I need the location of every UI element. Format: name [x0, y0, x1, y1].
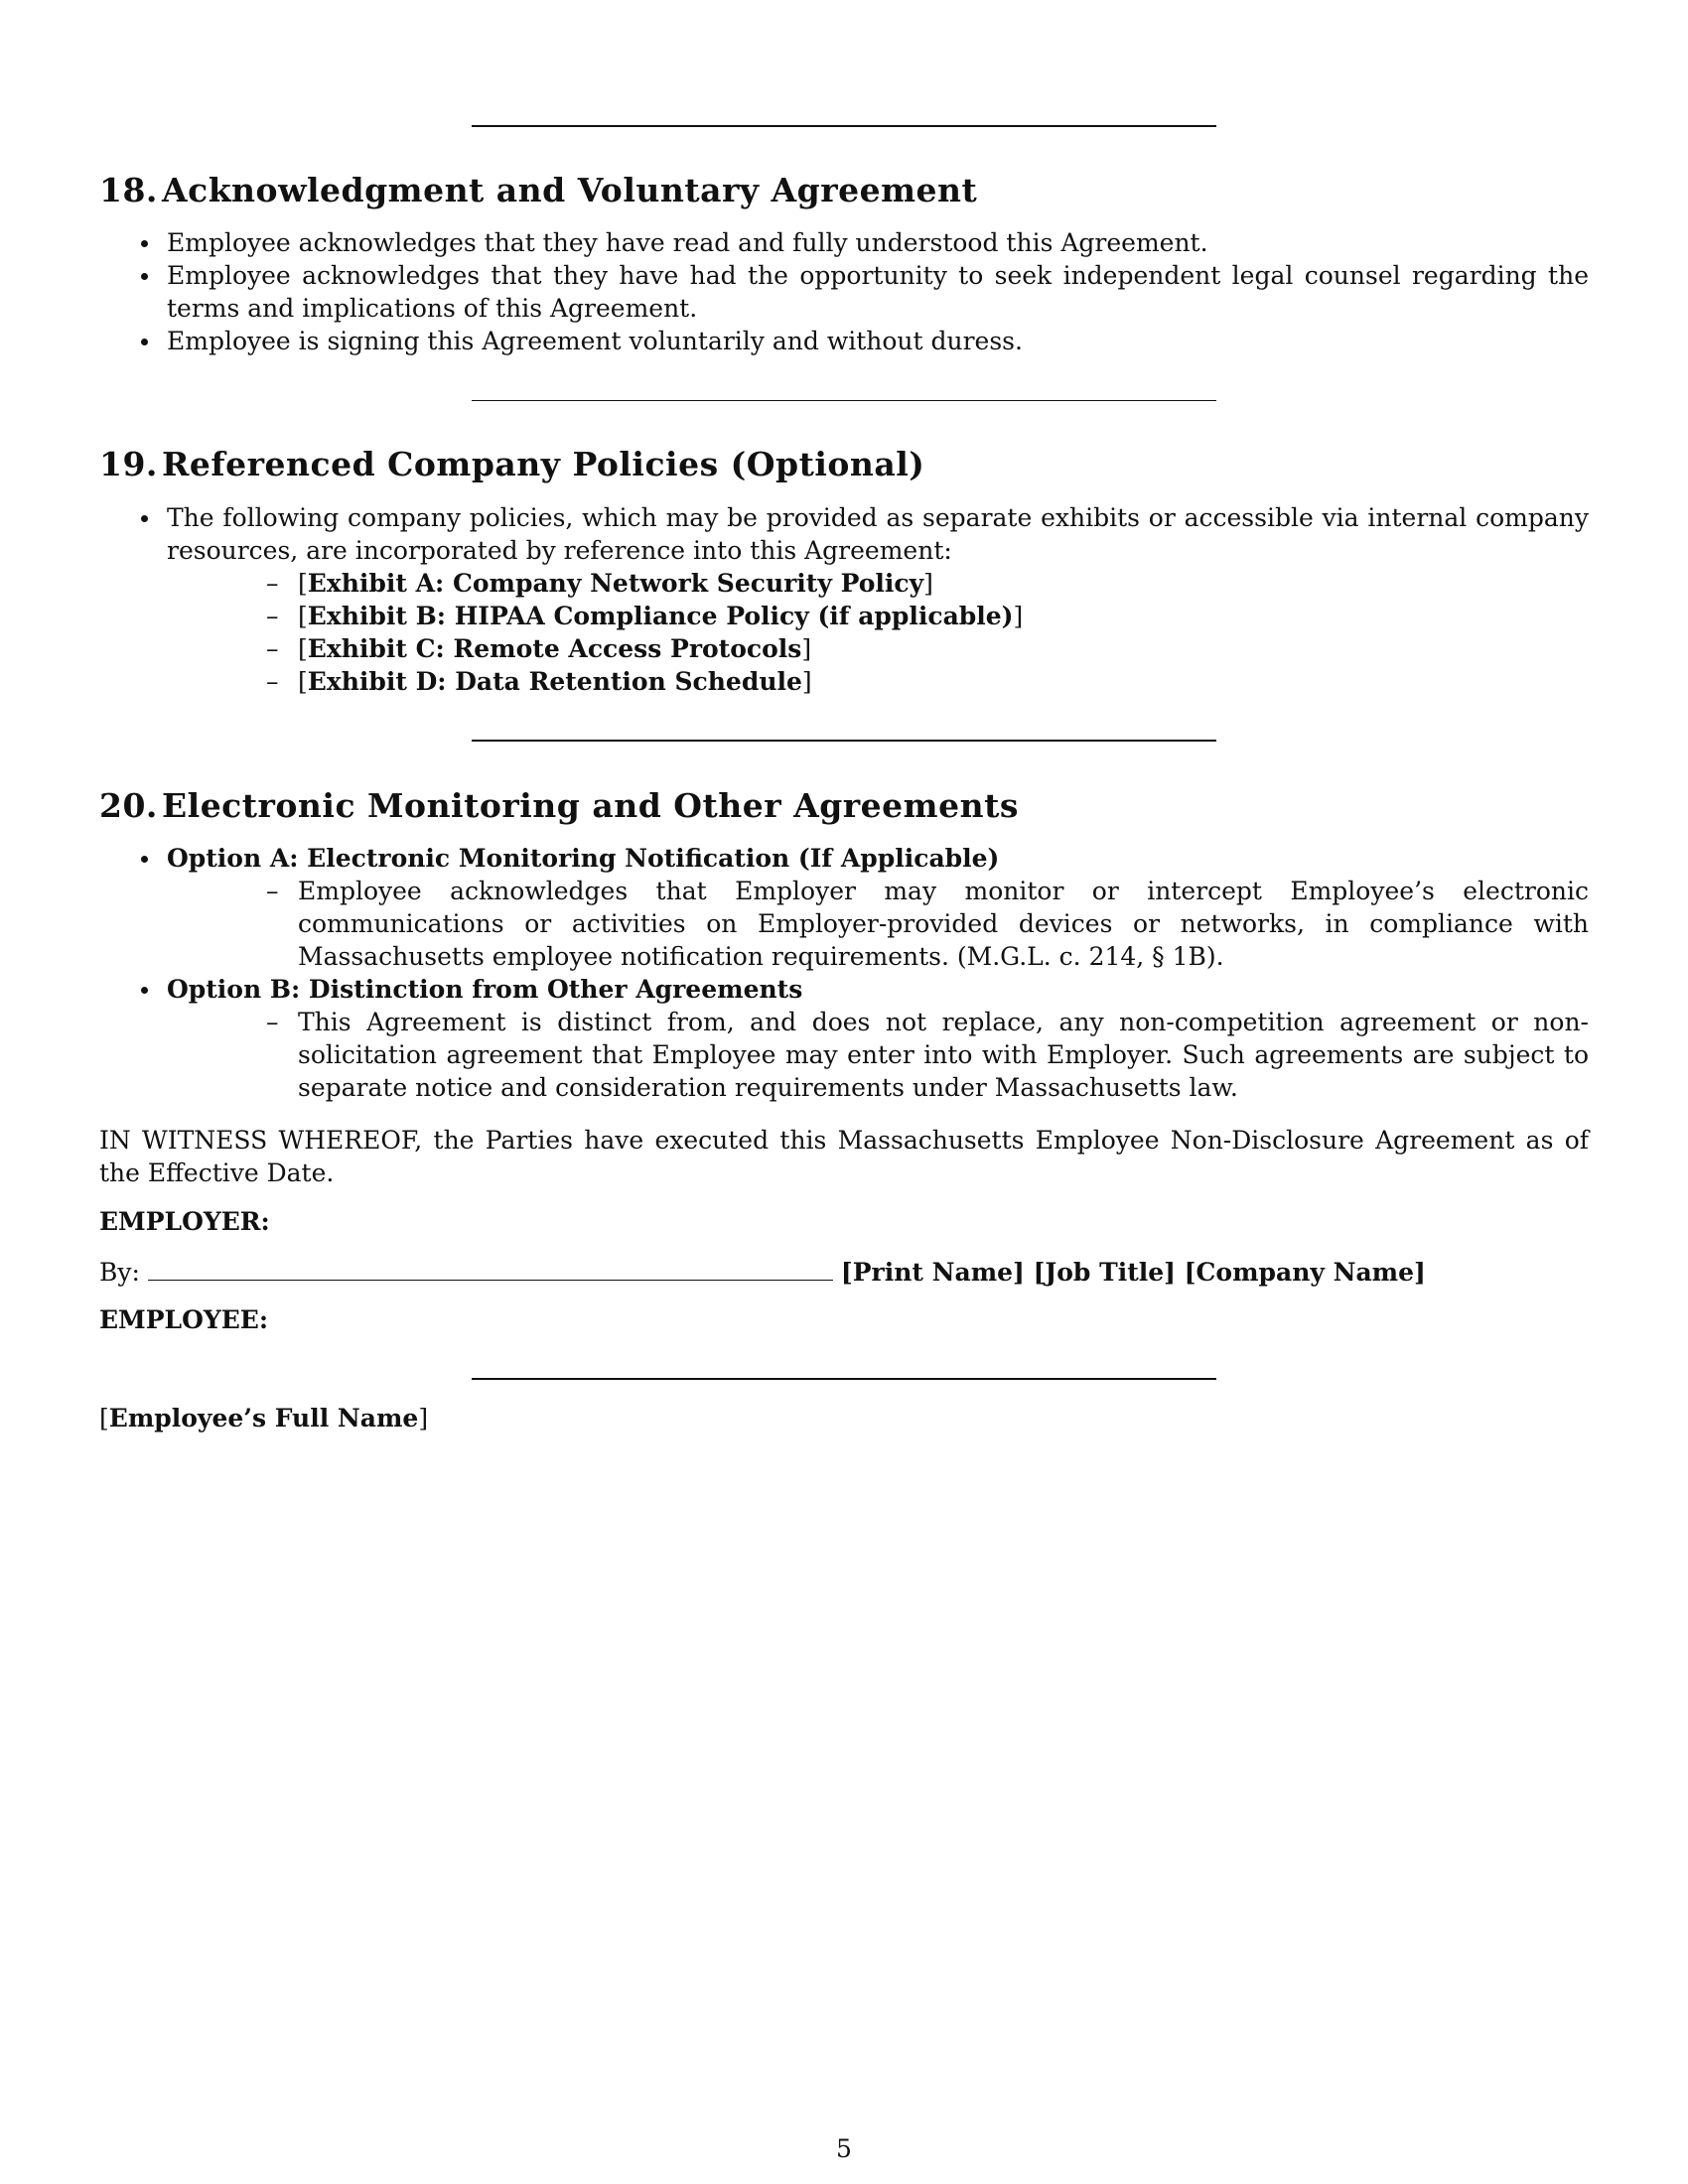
exhibit-d: Exhibit D: Data Retention Schedule	[307, 667, 802, 696]
page-number: 5	[836, 2134, 852, 2163]
options-list	[99, 842, 1589, 1104]
option-b-sublist	[167, 1006, 1589, 1104]
section-divider	[472, 125, 1216, 127]
employee-full-name: Employee’s Full Name	[108, 1404, 419, 1433]
exhibit-item: – [Exhibit B: HIPAA Compliance Policy (if applicable)]	[167, 600, 1589, 632]
exhibit-item: – [Exhibit A: Company Network Security Policy]	[167, 567, 1589, 600]
section-19-heading	[99, 445, 924, 483]
document-page	[99, 0, 1589, 2184]
exhibits-list	[167, 567, 1589, 698]
employer-label: EMPLOYER:	[99, 1207, 270, 1236]
section-20-body	[99, 842, 1589, 1104]
section-divider	[472, 740, 1216, 742]
option-b-title: Option B: Distinction from Other Agreements	[167, 975, 803, 1004]
section-title: Referenced Company Policies (Optional)	[162, 445, 925, 483]
option-a-title: Option A: Electronic Monitoring Notification (If Applicable)	[167, 844, 1000, 873]
option-a-sublist	[167, 875, 1589, 973]
list-item: Employee acknowledges that they have had the opportunity to seek independent legal counsel regarding the terms and implications of this Agreement.	[99, 259, 1589, 325]
section-18-heading	[99, 171, 977, 209]
policies-list	[99, 501, 1589, 698]
option-a-text: – Employee acknowledges that Employer may monitor or intercept Employee’s electronic communications or activities on Employer-provided devices or networks, in compliance with Massachusetts employee notification requirements. (M.G.L. c. 214, § 1B).	[167, 875, 1589, 973]
section-20-heading	[99, 786, 1019, 825]
exhibit-item: – [Exhibit C: Remote Access Protocols]	[167, 632, 1589, 665]
section-title: Acknowledgment and Voluntary Agreement	[162, 171, 978, 209]
exhibit-a: Exhibit A: Company Network Security Policy	[307, 569, 924, 598]
section-19-body	[99, 501, 1589, 698]
section-number: 18.	[99, 171, 158, 209]
employer-signature-row	[99, 1256, 1589, 1289]
list-item	[99, 501, 1589, 698]
employer-fields: [Print Name] [Job Title] [Company Name]	[840, 1258, 1426, 1287]
section-title: Electronic Monitoring and Other Agreements	[162, 786, 1019, 825]
exhibit-c: Exhibit C: Remote Access Protocols	[307, 634, 802, 663]
by-label: By:	[99, 1258, 140, 1287]
policies-intro: The following company policies, which may be provided as separate exhibits or accessible via internal company resources, are incorporated by reference into this Agreement:	[167, 503, 1589, 565]
option-b-text: – This Agreement is distinct from, and does not replace, any non-competition agreement or non-solicitation agreement that Employee may enter into with Employer. Such agreements are subject to separate notice and consideration requirements under Massachusetts law.	[167, 1006, 1589, 1104]
employer-signature-line[interactable]	[148, 1258, 833, 1281]
exhibit-b: Exhibit B: HIPAA Compliance Policy (if applicable)	[307, 602, 1014, 630]
list-item	[99, 973, 1589, 1104]
section-18-body	[99, 226, 1589, 357]
section-divider	[472, 400, 1216, 401]
acknowledgment-list	[99, 226, 1589, 357]
list-item: Employee is signing this Agreement voluntarily and without duress.	[99, 325, 1589, 357]
section-number: 19.	[99, 445, 158, 483]
section-number: 20.	[99, 786, 158, 825]
witness-clause: IN WITNESS WHEREOF, the Parties have executed this Massachusetts Employee Non-Disclosure Agreement as of the Effective Date.	[99, 1126, 1589, 1187]
employee-signature-line[interactable]	[472, 1378, 1216, 1380]
exhibit-item: – [Exhibit D: Data Retention Schedule]	[167, 665, 1589, 698]
employee-name-row: [Employee’s Full Name]	[99, 1404, 429, 1433]
list-item: Employee acknowledges that they have read and fully understood this Agreement.	[99, 226, 1589, 259]
list-item	[99, 842, 1589, 973]
employee-label: EMPLOYEE:	[99, 1305, 269, 1334]
